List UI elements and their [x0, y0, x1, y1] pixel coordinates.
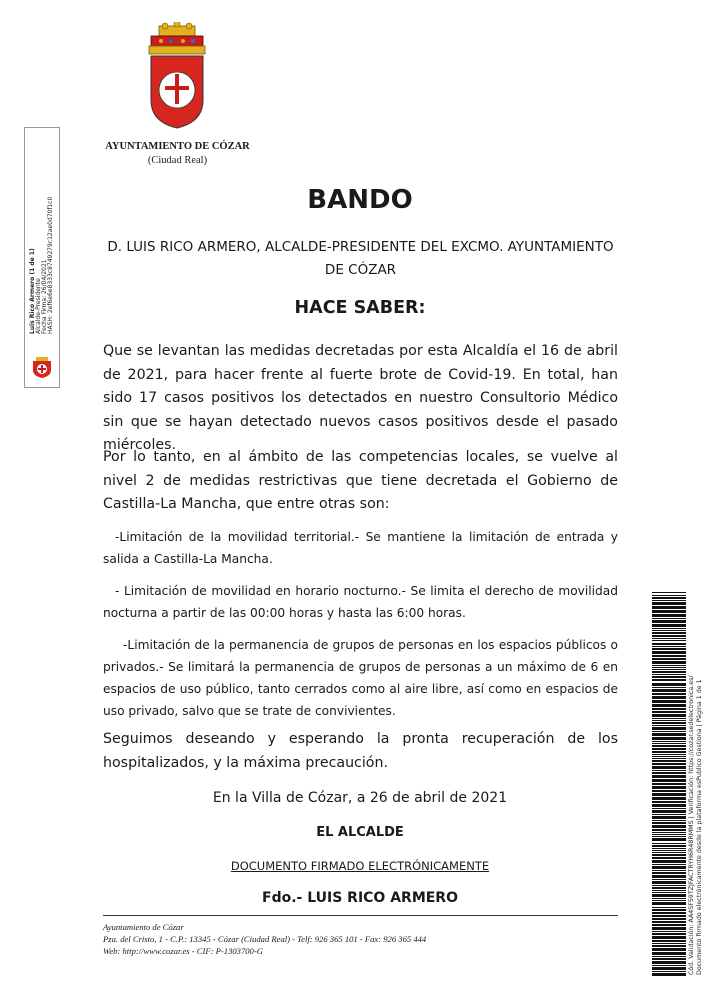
barcode-bar	[652, 770, 686, 771]
barcode-bar	[652, 838, 686, 841]
barcode-bar	[652, 894, 686, 897]
barcode-bar	[652, 918, 686, 920]
barcode-bar	[652, 890, 686, 891]
barcode-bar	[652, 648, 686, 650]
barcode-bar	[652, 610, 686, 613]
barcode-bar	[652, 822, 686, 824]
barcode-bar	[652, 638, 686, 639]
barcode-bar	[652, 885, 686, 886]
barcode-bar	[652, 600, 686, 601]
barcode-bar	[652, 632, 686, 634]
signer-role: EL ALCALDE	[316, 825, 404, 840]
signature-hash: HASH: 2ef6e6e8333c8749279c12ae0d70f1c0	[47, 196, 54, 334]
barcode-bar	[652, 775, 686, 778]
barcode-bar	[652, 679, 686, 681]
barcode-bar	[652, 671, 686, 673]
barcode-bar	[652, 834, 686, 835]
barcode-bar	[652, 772, 686, 774]
barcode-bar	[652, 860, 686, 863]
barcode-bar	[652, 945, 686, 947]
barcode-bar	[652, 924, 686, 926]
barcode-bar	[652, 848, 686, 849]
barcode-bar	[652, 766, 686, 769]
barcode-bar	[652, 832, 686, 833]
barcode-bar	[652, 948, 686, 951]
barcode-bar	[652, 801, 686, 803]
barcode-bar	[652, 711, 686, 713]
barcode-bar	[652, 940, 686, 942]
barcode-bar	[652, 722, 686, 724]
barcode-bar	[652, 743, 686, 744]
barcode-bar	[652, 836, 686, 837]
barcode-bar	[652, 790, 686, 792]
barcode-bar	[652, 635, 686, 637]
electronic-signature-note: DOCUMENTO FIRMADO ELECTRÓNICAMENTE	[230, 859, 490, 873]
footer-address: Pza. del Cristo, 1 - C.P.: 13345 - Cózar (Ciudad Real) - Telf: 926 365 101 - Fax: 926 365 444	[103, 934, 427, 944]
barcode-bar	[652, 931, 686, 932]
barcode-bar	[652, 793, 686, 796]
measure-item: -Limitación de la permanencia de grupos de personas en los espacios públicos o privados.- Se limitará la permanencia de grupos de personas a un máximo de 6 en espacios de uso público, tanto cerrados como al aire libre, así como en espacios de uso privado, salvo que se trate de convivientes.	[103, 638, 618, 718]
validation-code: Cód. Validación: AA4SF59TZJFACTRYH6R48RMMS | Verificación: https://cozar.sedelectronica.es/	[688, 675, 695, 975]
intro-heading: D. LUIS RICO ARMERO, ALCALDE-PRESIDENTE DEL EXCMO. AYUNTAMIENTO DE CÓZAR	[107, 239, 614, 278]
barcode-bar	[652, 887, 686, 889]
barcode-bar	[652, 973, 686, 976]
barcode-bar	[652, 864, 686, 865]
barcode-bar	[652, 797, 686, 800]
barcode-bar	[652, 700, 686, 703]
barcode-bar	[652, 689, 686, 692]
barcode-bar	[652, 669, 686, 670]
barcode-bar	[652, 674, 686, 675]
barcode-bar	[652, 748, 686, 750]
barcode-bar	[652, 870, 686, 871]
barcode-bar	[652, 971, 686, 972]
coat-of-arms-logo	[145, 22, 209, 134]
signature-stamp-box	[24, 127, 60, 388]
barcode-bar	[652, 967, 686, 970]
barcode-bar	[652, 879, 686, 880]
barcode-bar	[652, 708, 686, 710]
barcode-bar	[652, 921, 686, 923]
barcode-bar	[652, 655, 686, 657]
paragraph-lifting-measures: Que se levantan las medidas decretadas por esta Alcaldía el 16 de abril de 2021, para hacer frente al fuerte brote de Covid-19. En total, han sido 17 casos positivos los detectados en nuestro Consultorio Médico sin que se hayan detectado nuevos casos positivos desde el pasado miércoles.	[103, 343, 618, 453]
barcode-bar	[652, 676, 686, 678]
barcode-bar	[652, 714, 686, 717]
barcode-bar	[652, 804, 686, 807]
barcode-bar	[652, 900, 686, 901]
footer-divider	[103, 915, 618, 916]
barcode-bar	[652, 665, 686, 666]
barcode-bar	[652, 727, 686, 730]
barcode-bar	[652, 820, 686, 821]
barcode-bar	[652, 661, 686, 664]
barcode-bar	[652, 825, 686, 828]
barcode-bar	[652, 943, 686, 944]
barcode-bar	[652, 961, 686, 964]
barcode-bar	[652, 667, 686, 668]
org-subtitle: (Ciudad Real)	[147, 155, 208, 166]
barcode-bar	[652, 640, 686, 641]
barcode-bar	[652, 731, 686, 732]
barcode-bar	[652, 696, 686, 699]
barcode-bar	[652, 693, 686, 695]
barcode-bar	[652, 927, 686, 930]
barcode-bar	[652, 912, 686, 914]
barcode-bar	[652, 852, 686, 853]
barcode-bar	[652, 892, 686, 893]
document-title: BANDO	[307, 185, 413, 215]
barcode-bar	[652, 733, 686, 736]
barcode-bar	[652, 760, 686, 762]
barcode-bar	[652, 956, 686, 957]
barcode-bar	[652, 756, 686, 757]
barcode-bar	[652, 829, 686, 831]
signer-name: Fdo.- LUIS RICO ARMERO	[262, 890, 458, 906]
barcode-bar	[652, 687, 686, 688]
barcode-bar	[652, 704, 686, 707]
barcode-bar	[652, 597, 686, 599]
barcode-bar	[652, 658, 686, 660]
barcode-bar	[652, 881, 686, 884]
org-name: AYUNTAMIENTO DE CÓZAR	[105, 141, 250, 152]
signature-signer: Luis Rico Armero (1 de 1)	[29, 248, 36, 334]
barcode-bar	[652, 845, 686, 847]
barcode-bar	[652, 630, 686, 631]
barcode-bar	[652, 915, 686, 917]
barcode-bar	[652, 595, 686, 596]
footer-web: Web: http://www.cozar.es - CIF: P-1303700-G	[103, 946, 263, 956]
barcode-bar	[652, 602, 686, 605]
barcode-bar	[652, 651, 686, 654]
barcode-bar	[652, 965, 686, 966]
barcode-bar	[652, 751, 686, 753]
barcode-bar	[652, 814, 686, 815]
barcode-bar	[652, 783, 686, 785]
validation-platform: Documento firmado electrónicamente desde la plataforma esPublico Gestiona | Página 1 de 1	[696, 679, 703, 975]
barcode-bar	[652, 718, 686, 719]
barcode-bar	[652, 936, 686, 939]
barcode-bar	[652, 907, 686, 908]
barcode-bar	[652, 786, 686, 789]
barcode-bar	[652, 843, 686, 844]
measure-item: -Limitación de la movilidad territorial.- Se mantiene la limitación de entrada y salida a Castilla-La Mancha.	[103, 530, 618, 566]
barcode-bar	[652, 592, 686, 593]
barcode-bar	[652, 958, 686, 960]
barcode-icon	[652, 592, 686, 978]
barcode-bar	[652, 850, 686, 851]
section-subtitle: HACE SABER:	[294, 298, 426, 318]
signature-position: Alcalde-Presidente	[35, 278, 42, 334]
barcode-bar	[652, 643, 686, 645]
barcode-bar	[652, 745, 686, 747]
barcode-bar	[652, 933, 686, 935]
barcode-bar	[652, 620, 686, 623]
barcode-bar	[652, 902, 686, 905]
barcode-bar	[652, 875, 686, 878]
date-line: En la Villa de Cózar, a 26 de abril de 2021	[212, 790, 508, 806]
barcode-bar	[652, 725, 686, 726]
barcode-bar	[652, 683, 686, 686]
barcode-bar	[652, 628, 686, 629]
measure-item: - Limitación de movilidad en horario nocturno.- Se limita el derecho de movilidad nocturna a partir de las 00:00 horas y hasta las 6:00 horas.	[103, 584, 618, 620]
footer-org: Ayuntamiento de Cózar	[103, 922, 184, 932]
barcode-bar	[652, 854, 686, 856]
barcode-bar	[652, 606, 686, 609]
paragraph-level-2: Por lo tanto, en al ámbito de las competencias locales, se vuelve al nivel 2 de medidas restrictivas que tiene decretada el Gobierno de Castilla-La Mancha, que entre otras son:	[103, 449, 618, 512]
barcode-bar	[652, 909, 686, 911]
barcode-bar	[652, 618, 686, 619]
barcode-bar	[652, 624, 686, 627]
barcode-bar	[652, 779, 686, 782]
barcode-bar	[652, 737, 686, 740]
signature-date: Fecha Firma: 26/04/2021	[41, 259, 48, 334]
barcode-bar	[652, 808, 686, 809]
barcode-bar	[652, 857, 686, 859]
barcode-bar	[652, 614, 686, 617]
small-coat-of-arms-icon	[30, 357, 54, 379]
barcode-bar	[652, 763, 686, 765]
barcode-bar	[652, 741, 686, 742]
barcode-bar	[652, 758, 686, 759]
barcode-bar	[652, 720, 686, 721]
barcode-bar	[652, 898, 686, 899]
barcode-bar	[652, 866, 686, 869]
paragraph-closing: Seguimos deseando y esperando la pronta recuperación de los hospitalizados, y la máxima precaución.	[103, 731, 618, 771]
barcode-bar	[652, 952, 686, 955]
barcode-bar	[652, 754, 686, 755]
barcode-bar	[652, 872, 686, 874]
barcode-bar	[652, 810, 686, 813]
barcode-bar	[652, 816, 686, 819]
barcode-bar	[652, 646, 686, 647]
